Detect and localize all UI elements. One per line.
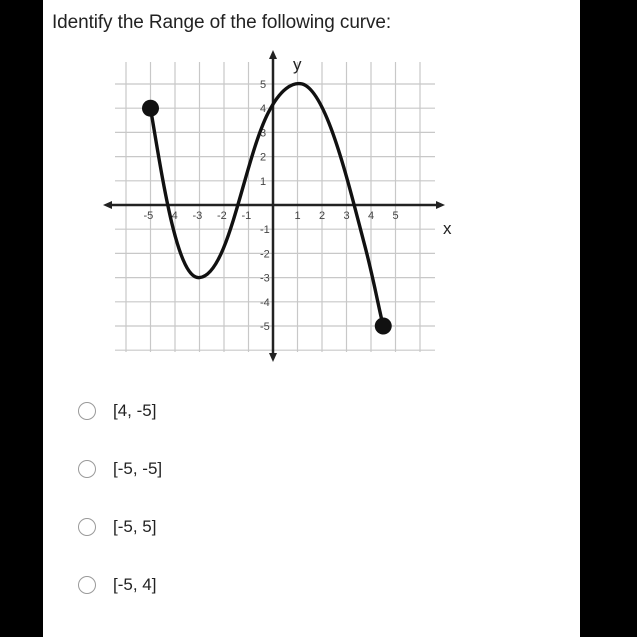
x-tick-label: 2 <box>319 210 326 222</box>
question-text: Identify the Range of the following curve: <box>52 12 392 33</box>
y-tick-label: 1 <box>260 175 267 188</box>
y-tick-label: 4 <box>260 103 267 116</box>
option-label: [-5, 4] <box>113 575 157 594</box>
y-tick-label: -4 <box>260 296 270 309</box>
option-3[interactable] <box>78 514 162 540</box>
radio-button[interactable] <box>78 518 96 536</box>
y-tick-label: -5 <box>260 321 270 333</box>
y-tick-label: -2 <box>260 248 270 261</box>
option-4[interactable] <box>78 572 162 598</box>
grid <box>115 62 435 352</box>
x-axis-arrow-left <box>103 201 112 209</box>
y-axis-arrow-up <box>269 50 277 59</box>
y-tick-label: 5 <box>260 79 267 91</box>
y-tick-label: 2 <box>260 151 267 164</box>
coordinate-graph <box>63 48 452 358</box>
x-tick-label: -2 <box>217 210 227 222</box>
y-tick-label: -1 <box>260 224 270 237</box>
answer-options <box>78 398 162 630</box>
x-axis-label: x <box>443 219 452 238</box>
x-tick-label: 4 <box>368 210 375 222</box>
radio-button[interactable] <box>78 576 96 594</box>
x-tick-label: 1 <box>294 210 301 222</box>
radio-button[interactable] <box>78 402 96 420</box>
option-label: [-5, 5] <box>113 517 157 536</box>
x-tick-label: -1 <box>241 210 252 222</box>
option-label: [-5, -5] <box>113 459 163 478</box>
y-tick-label: -3 <box>260 272 270 285</box>
x-tick-label: -3 <box>192 210 203 222</box>
curve-endpoint-left <box>142 100 159 117</box>
option-label: [4, -5] <box>113 401 157 420</box>
option-1[interactable] <box>78 398 162 424</box>
x-tick-label: -5 <box>143 210 154 222</box>
y-axis-label: y <box>293 55 302 74</box>
x-tick-label: 3 <box>343 210 350 222</box>
x-tick-label: 5 <box>392 210 399 222</box>
option-2[interactable] <box>78 456 162 482</box>
x-tick-label: -4 <box>168 210 178 222</box>
curve-endpoint-right <box>375 318 392 335</box>
graph <box>63 48 452 358</box>
radio-button[interactable] <box>78 460 96 478</box>
y-tick-label: 3 <box>260 127 267 140</box>
